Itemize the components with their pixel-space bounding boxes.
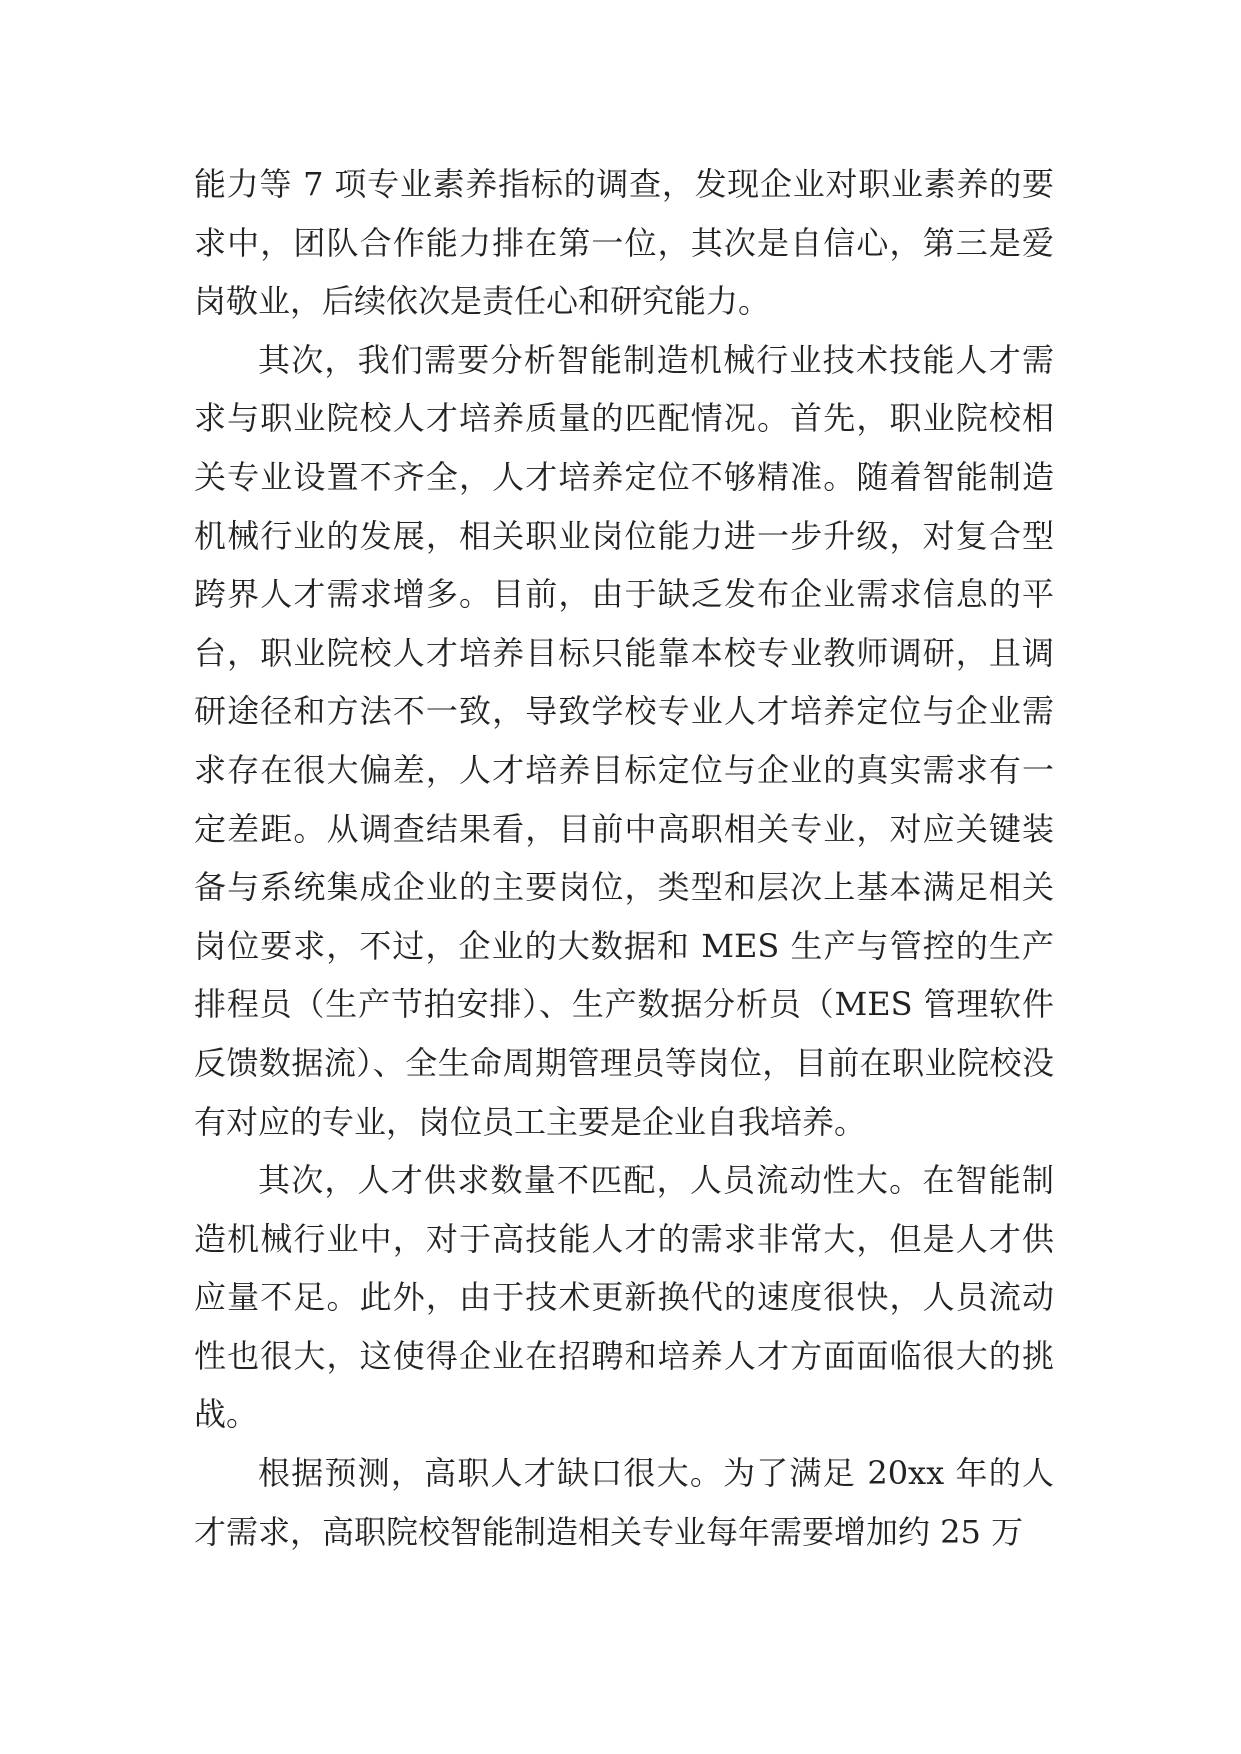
document-body — [194, 155, 1054, 1561]
paragraph-forecast: 根据预测，高职人才缺口很大。为了满足 20xx 年的人才需求，高职院校智能制造相关专业每年需要增加约 25 万 — [194, 1454, 1054, 1551]
paragraph-continued: 能力等 7 项专业素养指标的调查，发现企业对职业素养的要求中，团队合作能力排在第一位，其次是自信心，第三是爱岗敬业，后续依次是责任心和研究能力。 — [194, 165, 1054, 321]
paragraph-supply-demand: 其次，人才供求数量不匹配，人员流动性大。在智能制造机械行业中，对于高技能人才的需求非常大，但是人才供应量不足。此外，由于技术更新换代的速度很快，人员流动性也很大，这使得企业在招聘和培养人才方面面临很大的挑战。 — [194, 1161, 1054, 1434]
paragraph-skills-matching: 其次，我们需要分析智能制造机械行业技术技能人才需求与职业院校人才培养质量的匹配情况。首先，职业院校相关专业设置不齐全，人才培养定位不够精准。随着智能制造机械行业的发展，相关职业岗位能力进一步升级，对复合型跨界人才需求增多。目前，由于缺乏发布企业需求信息的平台，职业院校人才培养目标只能靠本校专业教师调研，且调研途径和方法不一致，导致学校专业人才培养定位与企业需求存在很大偏差，人才培养目标定位与企业的真实需求有一定差距。从调查结果看，目前中高职相关专业，对应关键装备与系统集成企业的主要岗位，类型和层次上基本满足相关岗位要求，不过，企业的大数据和 MES 生产与管控的生产排程员（生产节拍安排）、生产数据分析员（MES 管理软件反馈数据流）、全生命周期管理员等岗位，目前在职业院校没有对应的专业，岗位员工主要是企业自我培养。 — [194, 340, 1054, 1141]
